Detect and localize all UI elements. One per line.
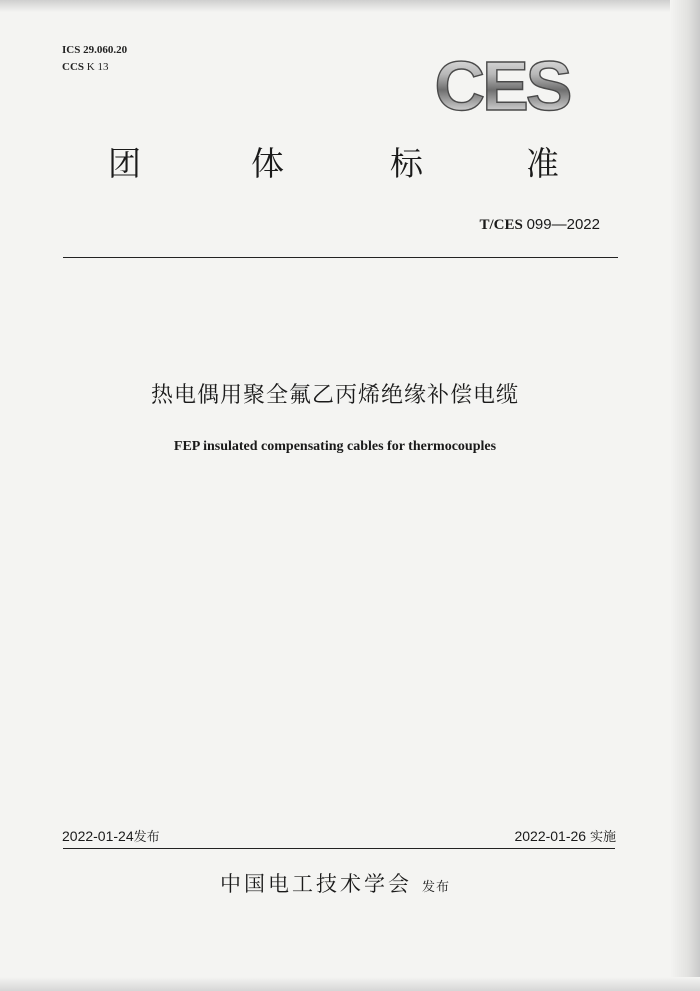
standard-number [479, 216, 600, 234]
scan-shadow-right [670, 0, 700, 991]
ccs-code: K 13 [86, 61, 109, 73]
standard-type-char: 标 [390, 144, 423, 183]
title-chinese: 热电偶用聚全氟乙丙烯绝缘补偿电缆 [150, 383, 519, 408]
ces-logo-text: CES [434, 52, 570, 118]
issue-label: 发布 [133, 830, 160, 845]
standard-number-prefix: T/CES [479, 217, 523, 233]
ccs-code-line [62, 59, 127, 76]
implement-date-line [514, 826, 616, 845]
header-divider [63, 257, 618, 258]
standard-type-heading [108, 138, 578, 182]
publisher-line [0, 868, 670, 898]
standard-type-char: 体 [251, 144, 284, 183]
standard-type-char: 准 [526, 144, 559, 183]
implement-label: 实施 [589, 830, 616, 845]
publisher-action: 发布 [421, 880, 450, 895]
classification-codes [62, 42, 127, 76]
implement-date: 2022-01-26 [514, 828, 587, 844]
publisher-organization: 中国电工技术学会 [219, 872, 412, 896]
standard-number-value: 099—2022 [526, 216, 600, 233]
scan-shadow-top [0, 0, 700, 12]
title-english: FEP insulated compensating cables for thermocouples [173, 439, 497, 454]
scan-shadow-bottom [0, 977, 700, 991]
standard-type-char: 团 [108, 144, 141, 183]
ccs-prefix: CCS [62, 61, 85, 73]
ces-logo [420, 52, 585, 118]
ics-code: ICS 29.060.20 [62, 44, 128, 56]
issue-date-line [62, 826, 160, 845]
footer-divider [63, 848, 615, 849]
issue-date: 2022-01-24 [62, 828, 134, 844]
